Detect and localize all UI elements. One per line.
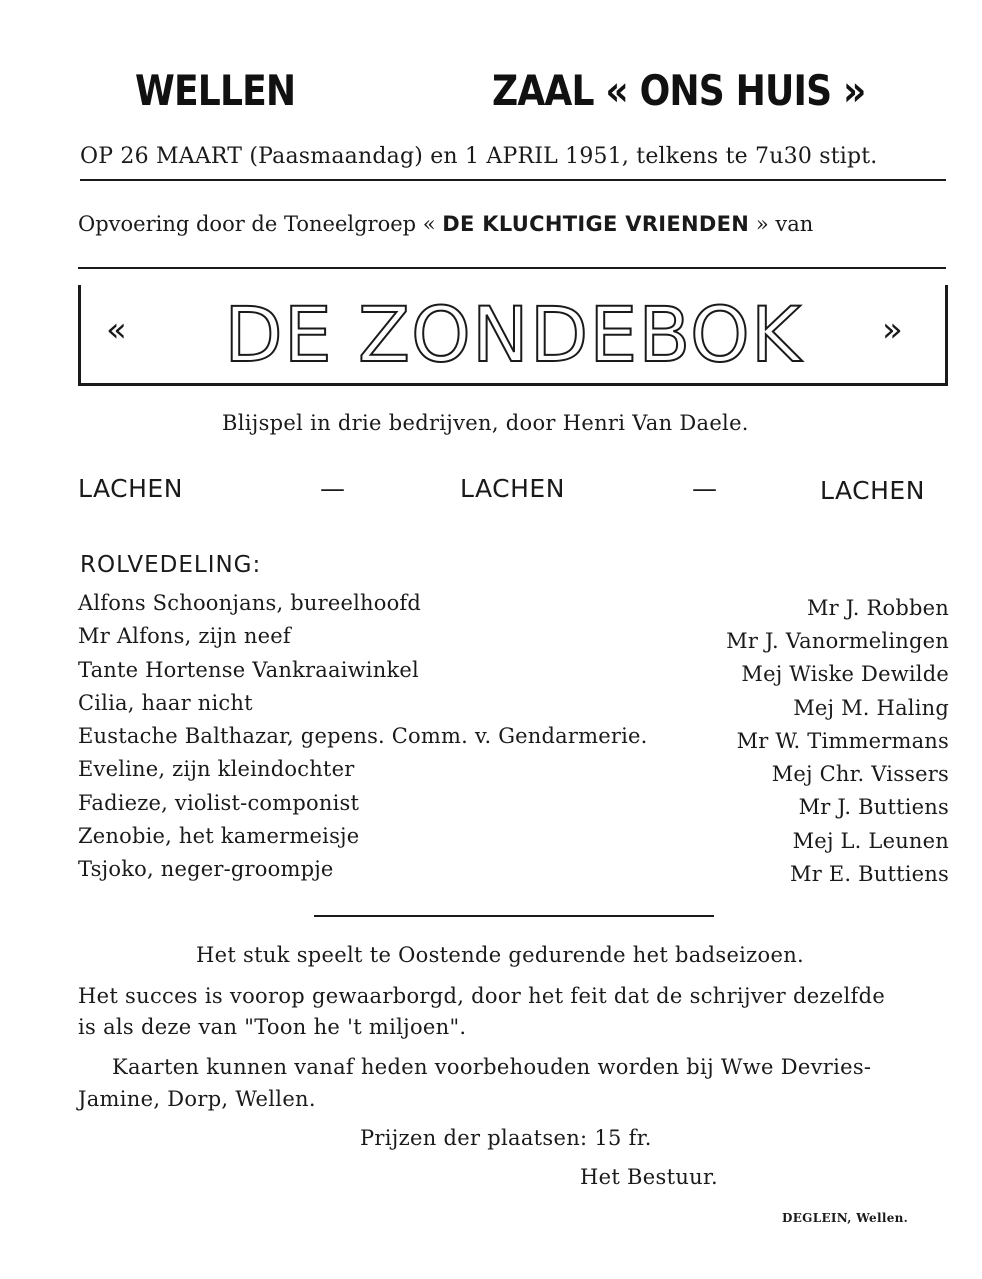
- cast-role: Zenobie, het kamermeisje: [78, 824, 360, 848]
- cast-role: Mr Alfons, zijn neef: [78, 624, 291, 648]
- play-subtitle: Blijspel in drie bedrijven, door Henri Van Daele.: [222, 411, 749, 435]
- cast-role: Tante Hortense Vankraaiwinkel: [78, 658, 419, 682]
- cast-role: Cilia, haar nicht: [78, 691, 253, 715]
- cast-actor: Mej Chr. Vissers: [771, 762, 949, 786]
- dash-2: —: [692, 474, 717, 503]
- laugh-1: LACHEN: [78, 474, 183, 503]
- note-tickets-1: Kaarten kunnen vanaf heden voorbehouden worden bij Wwe Devries-: [112, 1055, 872, 1079]
- printer-credit: DEGLEIN, Wellen.: [782, 1211, 909, 1225]
- cast-actor: Mr E. Buttiens: [790, 862, 949, 886]
- performance-suffix: » van: [749, 212, 814, 236]
- dates-line: OP 26 MAART (Paasmaandag) en 1 APRIL 1951, telkens te 7u30 stipt.: [80, 144, 878, 169]
- cast-role: Eustache Balthazar, gepens. Comm. v. Gendarmerie.: [78, 724, 648, 748]
- cast-actor: Mr J. Buttiens: [798, 795, 949, 819]
- performance-line: [78, 212, 813, 236]
- cast-heading: ROLVEDELING:: [80, 552, 262, 578]
- cast-role: Fadieze, violist-componist: [78, 791, 360, 815]
- venue-heading: ZAAL « ONS HUIS »: [492, 66, 866, 115]
- note-success-1: Het succes is voorop gewaarborgd, door het feit dat de schrijver dezelfde: [78, 984, 886, 1008]
- note-tickets-2: Jamine, Dorp, Wellen.: [78, 1087, 316, 1111]
- rule-separator: [314, 915, 714, 917]
- rule-under-dates: [80, 179, 946, 181]
- performance-prefix: Opvoering door de Toneelgroep «: [78, 212, 443, 236]
- group-name: DE KLUCHTIGE VRIENDEN: [442, 212, 750, 236]
- rule-above-title: [78, 267, 946, 269]
- play-title: DE ZONDEBOK: [224, 289, 802, 379]
- cast-actor: Mr J. Robben: [806, 596, 949, 620]
- laugh-2: LACHEN: [460, 474, 565, 503]
- cast-role: Tsjoko, neger-groompje: [78, 857, 334, 881]
- note-prices: Prijzen der plaatsen: 15 fr.: [360, 1126, 652, 1150]
- cast-role: Eveline, zijn kleindochter: [78, 757, 355, 781]
- title-open-quote: «: [106, 310, 127, 350]
- cast-role: Alfons Schoonjans, bureelhoofd: [78, 591, 422, 615]
- title-frame: [78, 285, 948, 386]
- cast-actor: Mr J. Vanormelingen: [726, 629, 949, 653]
- cast-actor: Mej M. Haling: [793, 696, 949, 720]
- cast-actor: Mr W. Timmermans: [736, 729, 949, 753]
- title-close-quote: »: [882, 310, 903, 350]
- dash-1: —: [320, 474, 345, 503]
- cast-actor: Mej Wiske Dewilde: [741, 662, 949, 686]
- note-ostende: Het stuk speelt te Oostende gedurende het badseizoen.: [196, 943, 805, 967]
- laugh-3: LACHEN: [820, 476, 925, 505]
- signature: Het Bestuur.: [580, 1165, 718, 1189]
- town-heading: WELLEN: [135, 66, 296, 115]
- cast-actor: Mej L. Leunen: [792, 829, 949, 853]
- note-success-2: is als deze van "Toon he 't miljoen".: [78, 1015, 467, 1039]
